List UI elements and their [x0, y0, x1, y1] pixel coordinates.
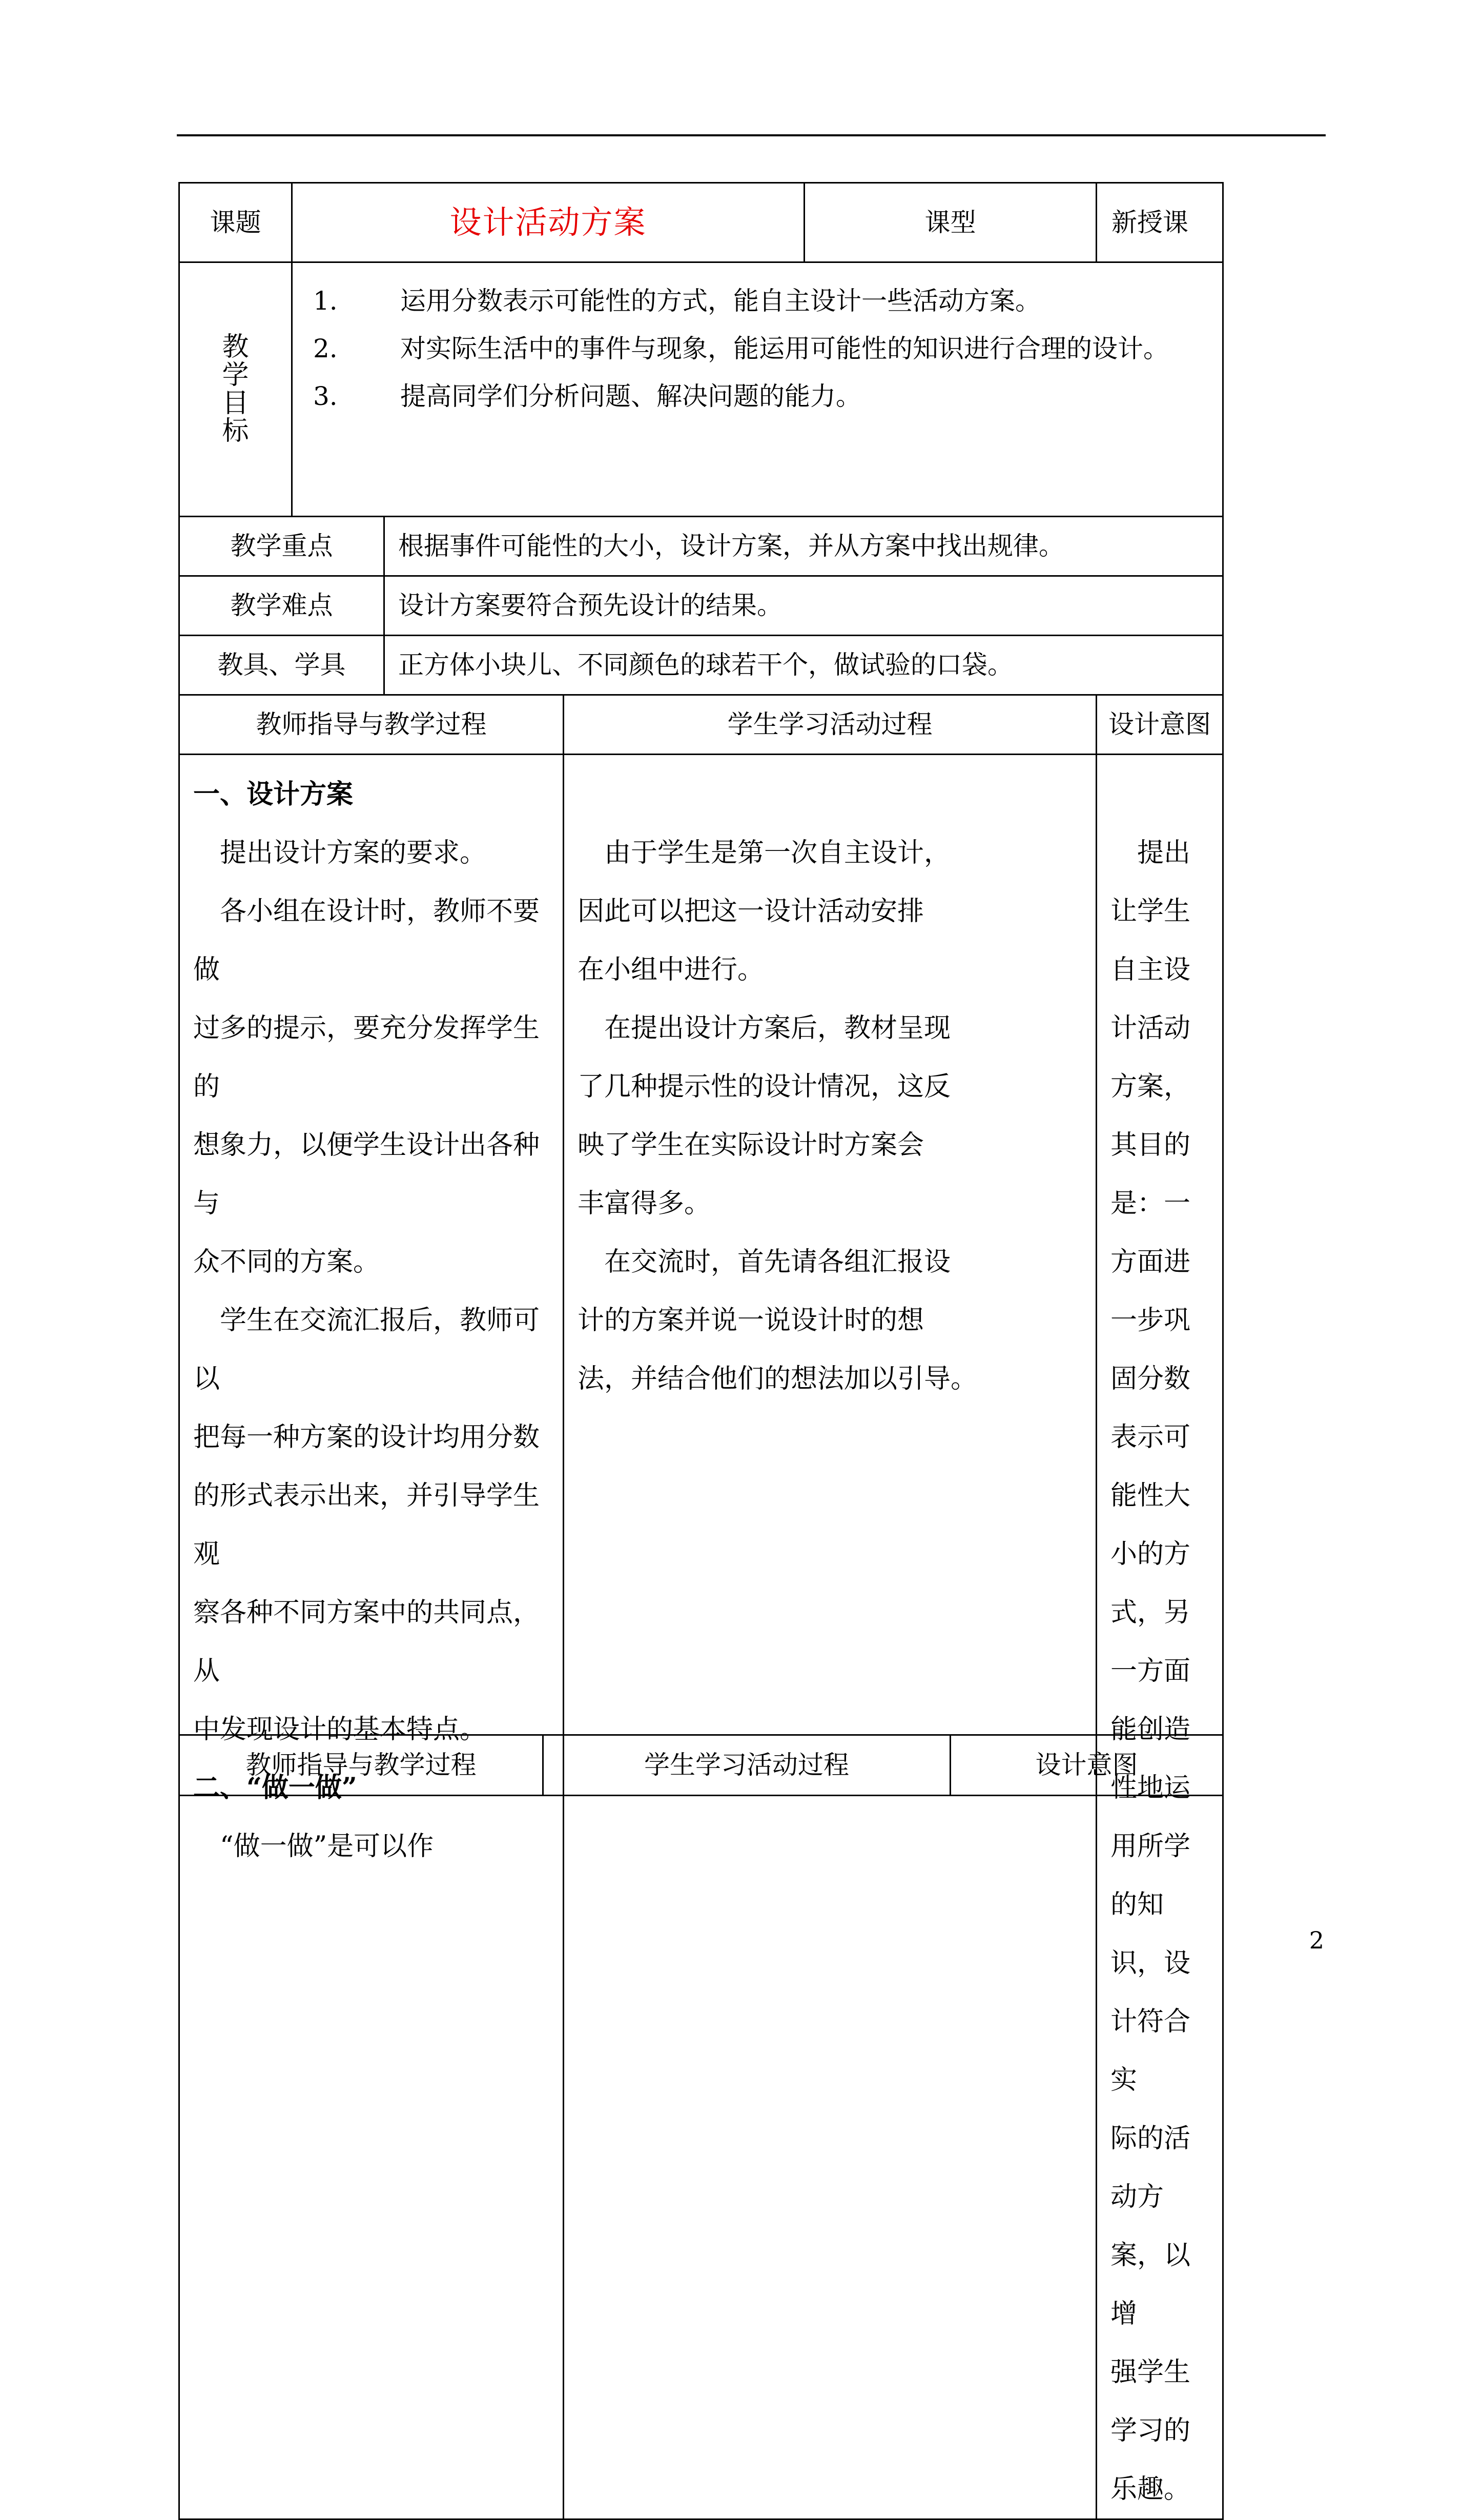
- type-label: 课型: [805, 183, 1097, 262]
- difficulty-text: 设计方案要符合预先设计的结果。: [384, 576, 1223, 636]
- difficulty-label: 教学难点: [179, 576, 384, 636]
- teacher-process-cell: 一、设计方案 提出设计方案的要求。 各小组在设计时，教师不要做 过多的提示，要充分发挥学生的 想象力，以便学生设计出各种与 众不同的方案。 学生在交流汇报后，教师可以 把每一种方案的设计均用分数 的形式表示出来，并引导学生观 察各种不同方案中的共同点，从 中发现设计的基本特点。 二、“做一做” “做一做”是可以作: [179, 755, 564, 2519]
- continuation-table: [178, 1734, 1224, 1796]
- objectives-label: 教 学 目 标: [179, 262, 292, 517]
- column-header-intent: 设计意图: [951, 1735, 1223, 1796]
- page-number: 2: [1309, 1926, 1324, 1954]
- design-intent-cell: 提出让学生自主设 计活动方案，其目的 是：一方面进一步巩 固分数表示可能性大 小的方式，另一方面 能创造性地运用所学 的知识，设计符合实 际的活动方案，以增 强学生学习的乐趣。: [1097, 755, 1223, 2519]
- objective-item: 3. 提高同学们分析问题、解决问题的能力。: [313, 381, 861, 411]
- column-header-teacher: 教师指导与教学过程: [179, 1735, 543, 1796]
- section-heading: 二、“做一做”: [193, 1772, 357, 1803]
- section-heading: 一、设计方案: [193, 779, 354, 810]
- materials-label: 教具、学具: [179, 636, 384, 695]
- column-header-student: 学生学习活动过程: [543, 1735, 951, 1796]
- course-label: 课题: [179, 183, 292, 262]
- column-header-teacher: 教师指导与教学过程: [179, 695, 564, 755]
- objectives-list: [292, 262, 1223, 517]
- column-header-student: 学生学习活动过程: [564, 695, 1097, 755]
- materials-text: 正方体小块儿、不同颜色的球若干个，做试验的口袋。: [384, 636, 1223, 695]
- column-header-intent: 设计意图: [1097, 695, 1223, 755]
- header-rule: [177, 134, 1326, 136]
- objective-item: 1. 运用分数表示可能性的方式，能自主设计一些活动方案。: [313, 286, 1041, 316]
- type-value: 新授课: [1097, 183, 1223, 262]
- objective-item: 2. 对实际生活中的事件与现象，能运用可能性的知识进行合理的设计。: [313, 334, 1169, 363]
- key-point-label: 教学重点: [179, 517, 384, 576]
- course-title: 设计活动方案: [292, 183, 805, 262]
- lesson-plan-table: [178, 182, 1224, 2520]
- key-point-text: 根据事件可能性的大小，设计方案，并从方案中找出规律。: [384, 517, 1223, 576]
- student-activity-cell: 由于学生是第一次自主设计， 因此可以把这一设计活动安排 在小组中进行。 在提出设计方案后，教材呈现 了几种提示性的设计情况，这反 映了学生在实际设计时方案会 丰富得多。 在交流时，首先请各组汇报设 计的方案并说一说设计时的想 法，并结合他们的想法加以引导。: [564, 755, 1097, 2519]
